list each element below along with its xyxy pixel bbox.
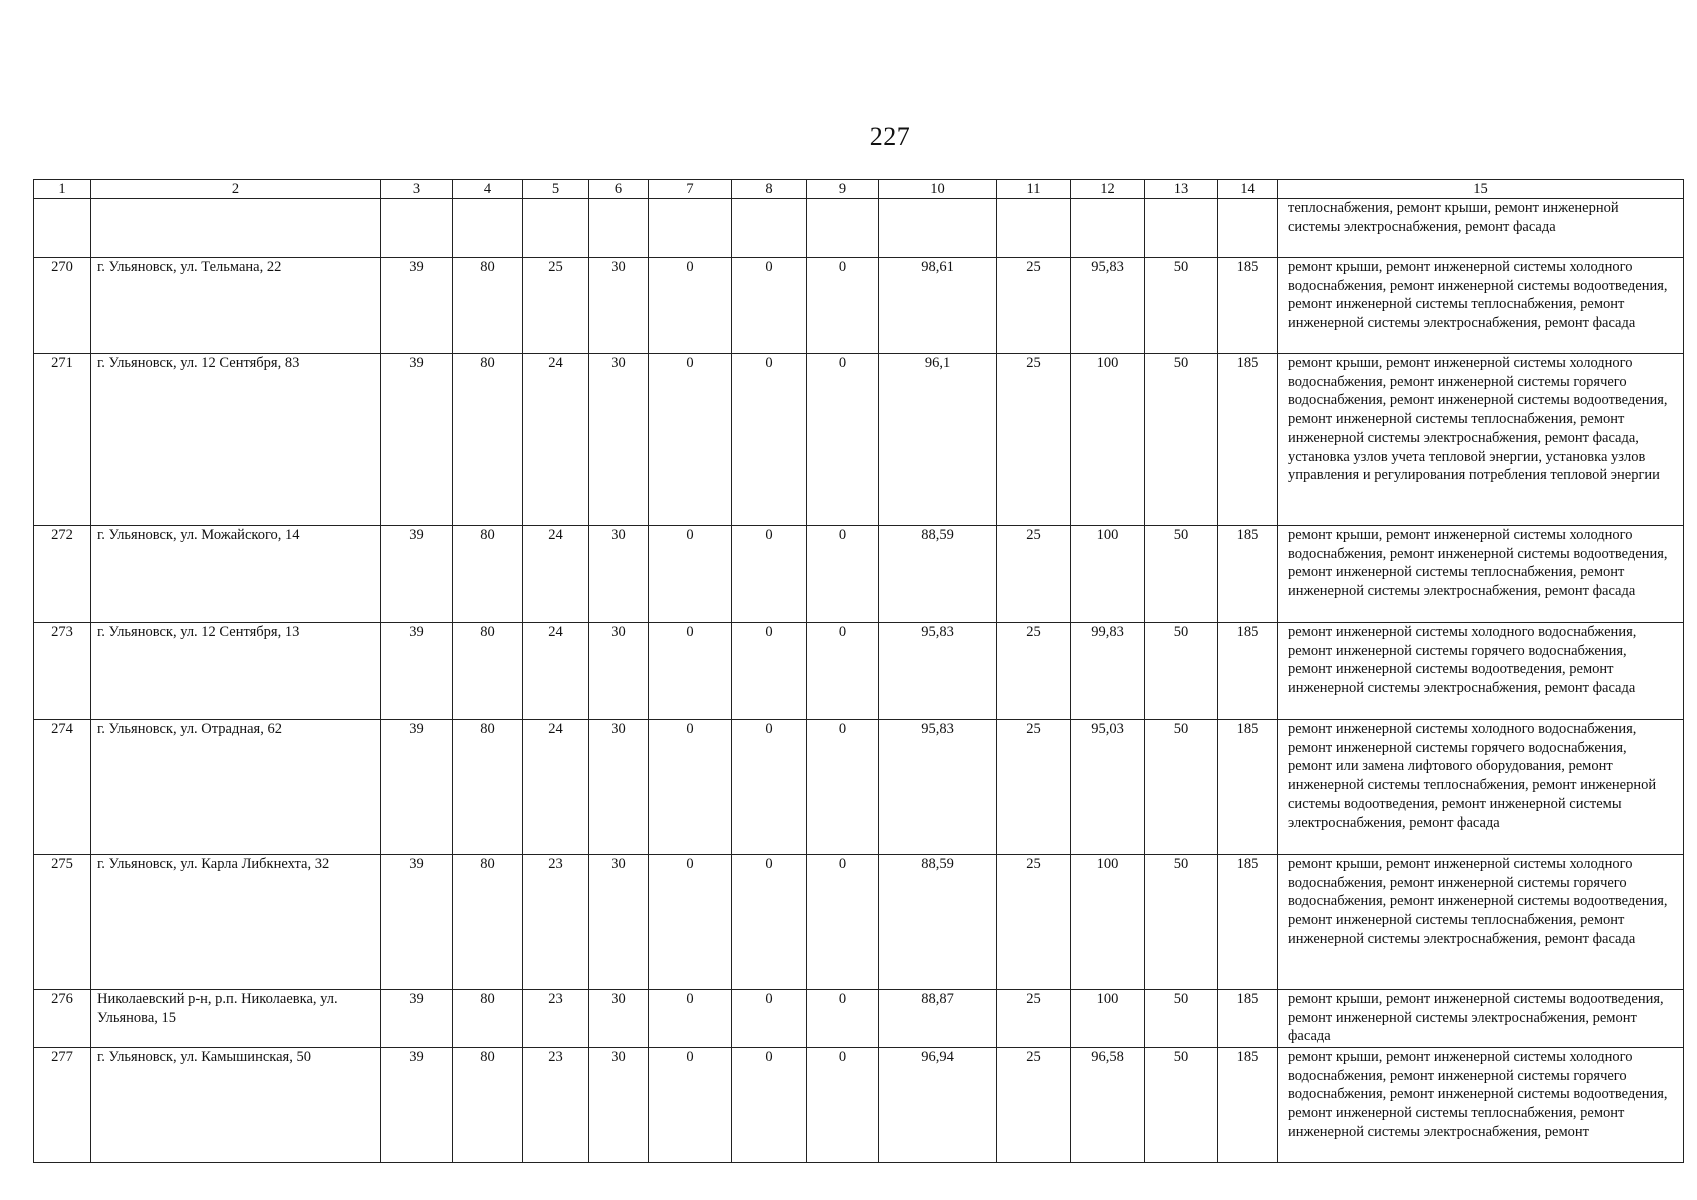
col-4-cell: 80 xyxy=(453,526,523,623)
col-13-cell: 50 xyxy=(1145,623,1218,720)
col-7-cell: 0 xyxy=(649,526,732,623)
row-number-cell: 274 xyxy=(34,720,91,855)
col-3-cell: 39 xyxy=(381,354,453,526)
col-4-cell xyxy=(453,199,523,258)
col-7-cell: 0 xyxy=(649,720,732,855)
col-10-cell: 96,94 xyxy=(879,1048,997,1163)
col-8-cell: 0 xyxy=(732,258,807,354)
row-number-cell: 270 xyxy=(34,258,91,354)
col-14-cell: 185 xyxy=(1218,354,1278,526)
address-cell: г. Ульяновск, ул. Отрадная, 62 xyxy=(91,720,381,855)
col-14-cell: 185 xyxy=(1218,720,1278,855)
col-8-cell: 0 xyxy=(732,623,807,720)
col-10-cell: 98,61 xyxy=(879,258,997,354)
col-13-cell: 50 xyxy=(1145,720,1218,855)
col-4-cell: 80 xyxy=(453,720,523,855)
col-7-cell: 0 xyxy=(649,855,732,990)
col-6-cell: 30 xyxy=(589,258,649,354)
table-row xyxy=(34,199,1684,258)
col-7-cell xyxy=(649,199,732,258)
col-12-cell: 95,03 xyxy=(1071,720,1145,855)
col-7-cell: 0 xyxy=(649,354,732,526)
work-types-cell: ремонт крыши, ремонт инженерной системы холодного водоснабжения, ремонт инженерной системы водоотведения, ремонт инженерной системы теплоснабжения, ремонт инженерной системы электроснабжения, ремонт фасада xyxy=(1278,526,1684,623)
col-4-cell: 80 xyxy=(453,855,523,990)
col-6-cell: 30 xyxy=(589,623,649,720)
header-cell-1: 1 xyxy=(34,180,91,199)
work-types-cell: ремонт крыши, ремонт инженерной системы холодного водоснабжения, ремонт инженерной системы горячего водоснабжения, ремонт инженерной системы водоотведения, ремонт инженерной системы теплоснабжения, ремонт инженерной системы электроснабжения, ремонт фасада, установка узлов учета тепловой энергии, установка узлов управления и регулирования потребления тепловой энергии xyxy=(1278,354,1684,526)
col-7-cell: 0 xyxy=(649,623,732,720)
col-4-cell: 80 xyxy=(453,623,523,720)
work-types-cell: ремонт крыши, ремонт инженерной системы водоотведения, ремонт инженерной системы электроснабжения, ремонт фасада xyxy=(1278,990,1684,1048)
col-3-cell: 39 xyxy=(381,720,453,855)
header-cell-12: 12 xyxy=(1071,180,1145,199)
header-cell-14: 14 xyxy=(1218,180,1278,199)
col-14-cell: 185 xyxy=(1218,526,1278,623)
col-11-cell xyxy=(997,199,1071,258)
col-5-cell: 24 xyxy=(523,354,589,526)
col-10-cell: 96,1 xyxy=(879,354,997,526)
col-3-cell: 39 xyxy=(381,623,453,720)
col-3-cell xyxy=(381,199,453,258)
col-6-cell: 30 xyxy=(589,526,649,623)
col-5-cell: 24 xyxy=(523,526,589,623)
col-4-cell: 80 xyxy=(453,990,523,1048)
header-cell-10: 10 xyxy=(879,180,997,199)
col-9-cell: 0 xyxy=(807,720,879,855)
col-3-cell: 39 xyxy=(381,990,453,1048)
address-cell: г. Ульяновск, ул. 12 Сентября, 13 xyxy=(91,623,381,720)
col-12-cell: 95,83 xyxy=(1071,258,1145,354)
col-11-cell: 25 xyxy=(997,1048,1071,1163)
col-11-cell: 25 xyxy=(997,990,1071,1048)
col-13-cell: 50 xyxy=(1145,258,1218,354)
col-9-cell: 0 xyxy=(807,1048,879,1163)
col-3-cell: 39 xyxy=(381,855,453,990)
work-types-cell: ремонт крыши, ремонт инженерной системы холодного водоснабжения, ремонт инженерной системы водоотведения, ремонт инженерной системы теплоснабжения, ремонт инженерной системы электроснабжения, ремонт фасада xyxy=(1278,258,1684,354)
header-cell-4: 4 xyxy=(453,180,523,199)
row-number-cell: 272 xyxy=(34,526,91,623)
col-11-cell: 25 xyxy=(997,623,1071,720)
col-10-cell xyxy=(879,199,997,258)
col-5-cell: 23 xyxy=(523,990,589,1048)
col-8-cell: 0 xyxy=(732,855,807,990)
col-11-cell: 25 xyxy=(997,526,1071,623)
address-cell: Николаевский р-н, р.п. Николаевка, ул. Ульянова, 15 xyxy=(91,990,381,1048)
col-9-cell: 0 xyxy=(807,623,879,720)
col-4-cell: 80 xyxy=(453,258,523,354)
col-5-cell: 24 xyxy=(523,623,589,720)
col-9-cell xyxy=(807,199,879,258)
col-6-cell xyxy=(589,199,649,258)
col-14-cell: 185 xyxy=(1218,990,1278,1048)
header-cell-5: 5 xyxy=(523,180,589,199)
address-cell: г. Ульяновск, ул. Тельмана, 22 xyxy=(91,258,381,354)
col-13-cell xyxy=(1145,199,1218,258)
col-6-cell: 30 xyxy=(589,855,649,990)
col-9-cell: 0 xyxy=(807,354,879,526)
work-types-cell: ремонт крыши, ремонт инженерной системы холодного водоснабжения, ремонт инженерной системы горячего водоснабжения, ремонт инженерной системы водоотведения, ремонт инженерной системы теплоснабжения, ремонт инженерной системы электроснабжения, ремонт фасада xyxy=(1278,855,1684,990)
col-5-cell: 25 xyxy=(523,258,589,354)
work-types-cell: ремонт инженерной системы холодного водоснабжения, ремонт инженерной системы горячего водоснабжения, ремонт инженерной системы водоотведения, ремонт инженерной системы электроснабжения, ремонт фасада xyxy=(1278,623,1684,720)
col-11-cell: 25 xyxy=(997,855,1071,990)
col-5-cell: 24 xyxy=(523,720,589,855)
table-row xyxy=(34,258,1684,354)
col-14-cell: 185 xyxy=(1218,855,1278,990)
work-types-cell: ремонт инженерной системы холодного водоснабжения, ремонт инженерной системы горячего водоснабжения, ремонт или замена лифтового оборудования, ремонт инженерной системы теплоснабжения, ремонт инженерной системы водоотведения, ремонт инженерной системы электроснабжения, ремонт фасада xyxy=(1278,720,1684,855)
col-9-cell: 0 xyxy=(807,526,879,623)
col-11-cell: 25 xyxy=(997,720,1071,855)
col-8-cell: 0 xyxy=(732,1048,807,1163)
col-6-cell: 30 xyxy=(589,720,649,855)
col-5-cell xyxy=(523,199,589,258)
col-13-cell: 50 xyxy=(1145,354,1218,526)
col-8-cell xyxy=(732,199,807,258)
col-12-cell: 96,58 xyxy=(1071,1048,1145,1163)
col-10-cell: 88,87 xyxy=(879,990,997,1048)
col-13-cell: 50 xyxy=(1145,855,1218,990)
col-8-cell: 0 xyxy=(732,720,807,855)
header-cell-9: 9 xyxy=(807,180,879,199)
col-14-cell: 185 xyxy=(1218,1048,1278,1163)
col-12-cell: 100 xyxy=(1071,990,1145,1048)
row-number-cell xyxy=(34,199,91,258)
col-10-cell: 95,83 xyxy=(879,623,997,720)
col-4-cell: 80 xyxy=(453,1048,523,1163)
col-3-cell: 39 xyxy=(381,526,453,623)
col-9-cell: 0 xyxy=(807,855,879,990)
table-row xyxy=(34,354,1684,526)
repair-program-table xyxy=(33,179,1684,1163)
col-9-cell: 0 xyxy=(807,258,879,354)
header-cell-13: 13 xyxy=(1145,180,1218,199)
col-13-cell: 50 xyxy=(1145,990,1218,1048)
col-14-cell: 185 xyxy=(1218,623,1278,720)
col-12-cell xyxy=(1071,199,1145,258)
table-row xyxy=(34,623,1684,720)
col-14-cell: 185 xyxy=(1218,258,1278,354)
col-10-cell: 88,59 xyxy=(879,855,997,990)
col-7-cell: 0 xyxy=(649,1048,732,1163)
col-11-cell: 25 xyxy=(997,258,1071,354)
col-12-cell: 100 xyxy=(1071,354,1145,526)
header-cell-3: 3 xyxy=(381,180,453,199)
row-number-cell: 273 xyxy=(34,623,91,720)
col-3-cell: 39 xyxy=(381,1048,453,1163)
col-10-cell: 88,59 xyxy=(879,526,997,623)
col-8-cell: 0 xyxy=(732,990,807,1048)
col-13-cell: 50 xyxy=(1145,1048,1218,1163)
address-cell xyxy=(91,199,381,258)
col-13-cell: 50 xyxy=(1145,526,1218,623)
header-row xyxy=(34,180,1684,199)
col-6-cell: 30 xyxy=(589,1048,649,1163)
col-7-cell: 0 xyxy=(649,258,732,354)
table-row xyxy=(34,990,1684,1048)
col-6-cell: 30 xyxy=(589,354,649,526)
header-cell-11: 11 xyxy=(997,180,1071,199)
table-row xyxy=(34,526,1684,623)
col-5-cell: 23 xyxy=(523,855,589,990)
work-types-cell: ремонт крыши, ремонт инженерной системы холодного водоснабжения, ремонт инженерной системы горячего водоснабжения, ремонт инженерной системы водоотведения, ремонт инженерной системы теплоснабжения, ремонт инженерной системы электроснабжения, ремонт xyxy=(1278,1048,1684,1163)
col-11-cell: 25 xyxy=(997,354,1071,526)
col-9-cell: 0 xyxy=(807,990,879,1048)
col-12-cell: 100 xyxy=(1071,526,1145,623)
col-5-cell: 23 xyxy=(523,1048,589,1163)
header-cell-15: 15 xyxy=(1278,180,1684,199)
row-number-cell: 276 xyxy=(34,990,91,1048)
row-number-cell: 275 xyxy=(34,855,91,990)
col-10-cell: 95,83 xyxy=(879,720,997,855)
col-3-cell: 39 xyxy=(381,258,453,354)
col-12-cell: 99,83 xyxy=(1071,623,1145,720)
col-8-cell: 0 xyxy=(732,354,807,526)
col-4-cell: 80 xyxy=(453,354,523,526)
address-cell: г. Ульяновск, ул. 12 Сентября, 83 xyxy=(91,354,381,526)
table-row xyxy=(34,855,1684,990)
address-cell: г. Ульяновск, ул. Карла Либкнехта, 32 xyxy=(91,855,381,990)
col-6-cell: 30 xyxy=(589,990,649,1048)
col-14-cell xyxy=(1218,199,1278,258)
header-cell-8: 8 xyxy=(732,180,807,199)
address-cell: г. Ульяновск, ул. Можайского, 14 xyxy=(91,526,381,623)
col-8-cell: 0 xyxy=(732,526,807,623)
header-cell-2: 2 xyxy=(91,180,381,199)
page-number: 227 xyxy=(869,122,911,151)
work-types-cell: теплоснабжения, ремонт крыши, ремонт инженерной системы электроснабжения, ремонт фасада xyxy=(1278,199,1684,258)
table-row xyxy=(34,1048,1684,1163)
row-number-cell: 271 xyxy=(34,354,91,526)
table-row xyxy=(34,720,1684,855)
col-7-cell: 0 xyxy=(649,990,732,1048)
col-12-cell: 100 xyxy=(1071,855,1145,990)
row-number-cell: 277 xyxy=(34,1048,91,1163)
header-cell-6: 6 xyxy=(589,180,649,199)
header-cell-7: 7 xyxy=(649,180,732,199)
address-cell: г. Ульяновск, ул. Камышинская, 50 xyxy=(91,1048,381,1163)
